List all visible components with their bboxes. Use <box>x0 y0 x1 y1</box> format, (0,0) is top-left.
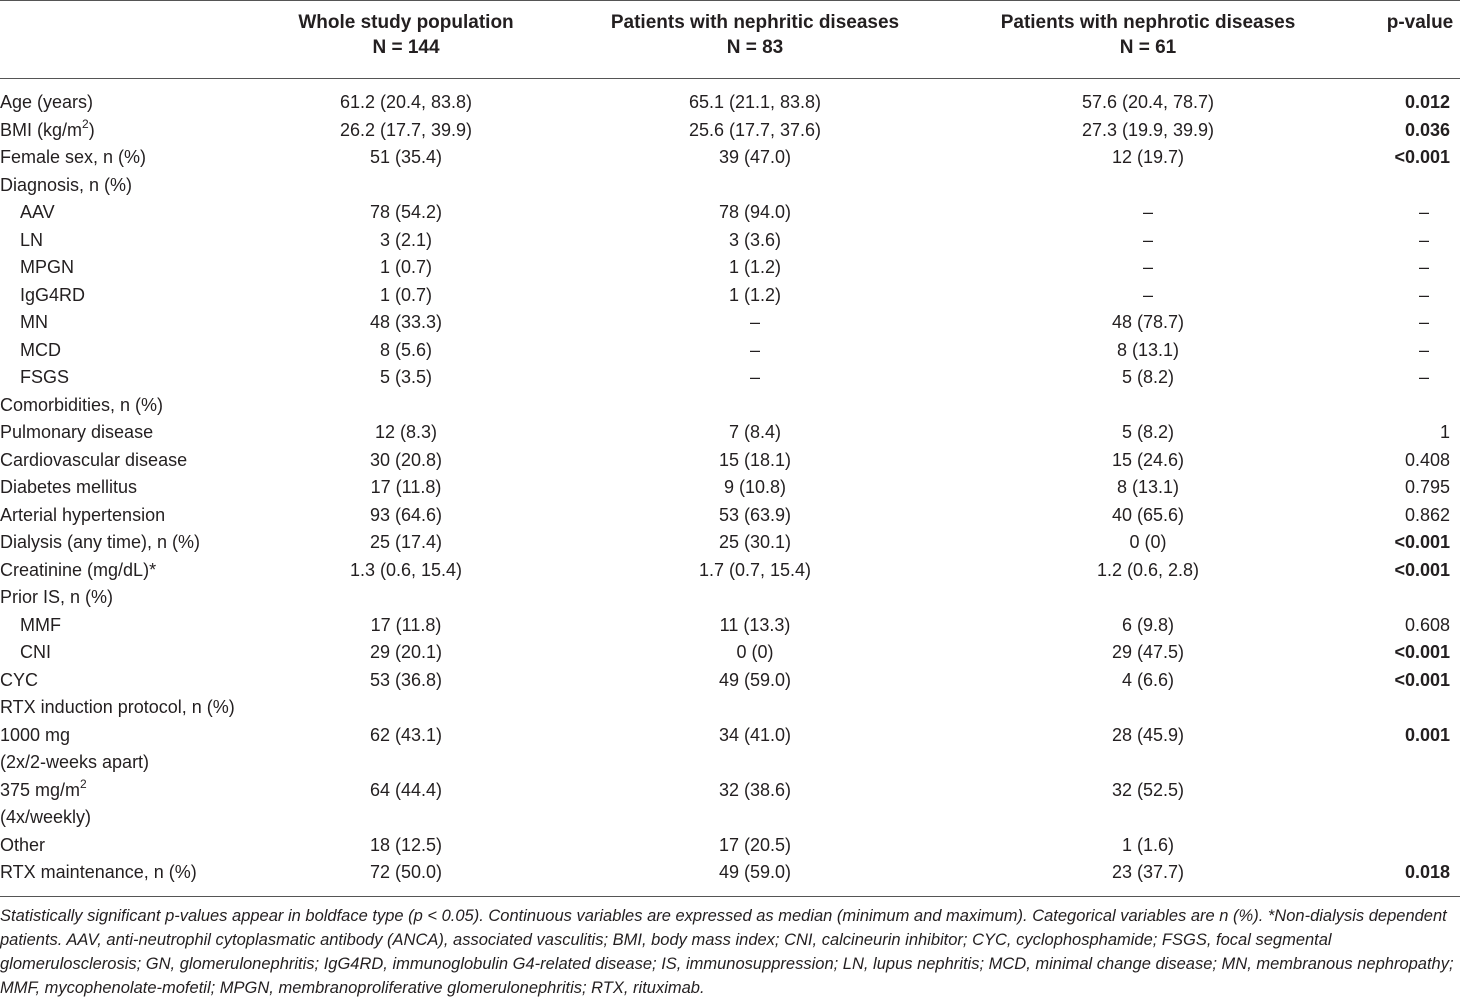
table-row <box>0 227 1460 255</box>
table-row <box>0 777 1460 805</box>
row-label <box>0 667 38 695</box>
value-nephritic: 34 (41.0) <box>718 724 792 745</box>
value-nephritic: 9 (10.8) <box>723 477 787 497</box>
value-p: – <box>1418 312 1429 332</box>
table-row <box>0 89 1460 117</box>
table-row <box>0 447 1460 475</box>
row-label-text: BMI (kg/m <box>0 119 83 140</box>
value-whole-population: 48 (33.3) <box>369 312 443 332</box>
value-nephritic: 0 (0) <box>736 642 774 662</box>
value-whole-population: 78 (54.2) <box>369 202 443 222</box>
table-row <box>0 639 1460 667</box>
value-nephritic: 39 (47.0) <box>718 147 792 167</box>
table-row <box>0 859 1460 887</box>
row-label-text: FSGS <box>20 367 70 387</box>
header-nephritic-n: N = 83 <box>726 37 784 58</box>
row-label-text: Creatinine (mg/dL)* <box>0 559 157 580</box>
value-nephrotic: 48 (78.7) <box>1111 312 1185 332</box>
row-label <box>0 557 156 585</box>
value-whole-population: 17 (11.8) <box>370 477 442 497</box>
value-whole-population: 62 (43.1) <box>369 724 443 745</box>
row-label-text: RTX induction protocol, n (%) <box>0 697 235 717</box>
table-row <box>0 557 1460 585</box>
row-label-text: MCD <box>20 339 61 360</box>
row-label <box>20 639 51 667</box>
table-row <box>0 584 1460 612</box>
row-label <box>0 447 187 475</box>
value-whole-population: 30 (20.8) <box>369 449 443 470</box>
row-label <box>0 419 153 447</box>
row-label <box>0 749 149 777</box>
row-label-text: (4x/weekly) <box>0 807 92 827</box>
value-nephrotic: 40 (65.6) <box>1111 504 1185 525</box>
value-nephrotic: 23 (37.7) <box>1111 862 1185 882</box>
row-label <box>0 804 91 832</box>
value-nephrotic: – <box>1142 284 1153 305</box>
value-nephrotic: 1 (1.6) <box>1121 834 1175 855</box>
row-label-text: LN <box>20 229 44 250</box>
value-nephrotic: 8 (13.1) <box>1116 339 1180 360</box>
table-row <box>0 419 1460 447</box>
value-nephritic: 25 (30.1) <box>718 532 792 552</box>
value-nephritic: 25.6 (17.7, 37.6) <box>688 119 822 140</box>
row-label <box>0 502 165 530</box>
row-label-text: Other <box>0 834 46 855</box>
row-label-text: CYC <box>0 669 39 690</box>
row-label-text: AAV <box>20 202 55 222</box>
table-row <box>0 502 1460 530</box>
value-whole-population: 26.2 (17.7, 39.9) <box>339 119 473 140</box>
table-row <box>0 364 1460 392</box>
table-header <box>0 10 1460 72</box>
row-label-text: Cardiovascular disease <box>0 449 188 470</box>
value-nephrotic: 5 (8.2) <box>1121 422 1175 442</box>
value-nephritic: – <box>749 367 760 387</box>
row-label-text: Comorbidities, n (%) <box>0 394 164 415</box>
value-nephritic: – <box>749 339 760 360</box>
row-label-text: Diagnosis, n (%) <box>0 174 133 195</box>
header-nephritic <box>555 10 955 60</box>
value-nephritic: 3 (3.6) <box>728 229 782 250</box>
row-label-text: Age (years) <box>0 92 94 112</box>
table-top-rule <box>0 0 1460 1</box>
row-label <box>20 309 48 337</box>
value-p: <0.001 <box>1394 669 1450 690</box>
row-label <box>0 584 113 612</box>
table-row <box>0 612 1460 640</box>
value-whole-population: 29 (20.1) <box>369 642 443 662</box>
value-whole-population: 25 (17.4) <box>369 532 443 552</box>
row-label <box>0 832 45 860</box>
row-label-superscript: 2 <box>82 116 89 131</box>
table-body <box>0 89 1460 887</box>
value-nephrotic: 1.2 (0.6, 2.8) <box>1096 559 1200 580</box>
value-p: 0.408 <box>1404 449 1450 470</box>
row-label <box>0 144 146 172</box>
value-p: – <box>1418 202 1429 222</box>
header-whole-population <box>206 10 606 60</box>
row-label-text: Arterial hypertension <box>0 504 166 525</box>
table-row <box>0 694 1460 722</box>
value-p: <0.001 <box>1394 559 1450 580</box>
row-label <box>0 474 137 502</box>
value-nephrotic: 4 (6.6) <box>1121 669 1175 690</box>
value-p: – <box>1418 229 1429 250</box>
header-whole-population-n: N = 144 <box>372 37 440 58</box>
value-whole-population: 3 (2.1) <box>379 229 433 250</box>
value-whole-population: 5 (3.5) <box>379 367 433 387</box>
table-row <box>0 199 1460 227</box>
value-p: 0.018 <box>1404 862 1450 882</box>
row-label <box>0 777 87 805</box>
row-label-suffix: ) <box>88 119 95 140</box>
table-row <box>0 749 1460 777</box>
value-nephrotic: 28 (45.9) <box>1111 724 1185 745</box>
row-label <box>0 859 197 887</box>
table-header-rule <box>0 78 1460 79</box>
header-p-value-title: p-value <box>1386 12 1454 33</box>
value-nephritic: 11 (13.3) <box>719 614 791 635</box>
row-label-text: 375 mg/m <box>0 779 81 800</box>
value-nephrotic: 0 (0) <box>1129 532 1167 552</box>
row-label-text: CNI <box>20 642 51 662</box>
row-label <box>0 392 163 420</box>
row-label <box>20 199 55 227</box>
row-label-text: MN <box>20 312 48 332</box>
row-label <box>20 364 69 392</box>
header-nephrotic-n: N = 61 <box>1119 37 1177 58</box>
value-nephritic: 53 (63.9) <box>718 504 792 525</box>
row-label-superscript: 2 <box>80 776 87 791</box>
value-p: 0.036 <box>1404 119 1450 140</box>
row-label-text: (2x/2-weeks apart) <box>0 752 150 772</box>
row-label <box>0 722 70 750</box>
table-row <box>0 529 1460 557</box>
value-p: <0.001 <box>1394 147 1450 167</box>
value-whole-population: 72 (50.0) <box>369 862 443 882</box>
value-whole-population: 8 (5.6) <box>379 339 433 360</box>
table-row <box>0 254 1460 282</box>
row-label-text: Pulmonary disease <box>0 422 154 442</box>
value-nephritic: 15 (18.1) <box>718 449 792 470</box>
value-p: 0.795 <box>1404 477 1450 497</box>
value-nephrotic: 57.6 (20.4, 78.7) <box>1081 92 1215 112</box>
row-label <box>0 117 95 145</box>
row-label-text: IgG4RD <box>20 284 86 305</box>
row-label <box>0 694 235 722</box>
value-p: <0.001 <box>1394 532 1450 552</box>
header-whole-population-title: Whole study population <box>298 12 514 33</box>
header-nephritic-title: Patients with nephritic diseases <box>610 12 900 33</box>
table-footnote: Statistically significant p-values appear in boldface type (p < 0.05). Continuous variables are expressed as median (minimum and maximum). Categorical variables are n (%). *Non-dialysis dependent patients. AAV, anti-neutrophil cytoplasmatic antibody (ANCA), associated vasculitis; BMI, body mass index; CNI, calcineurin inhibitor; CYC, cyclophosphamide; FSGS, focal segmental glomerulosclerosis; GN, glomerulonephritis; IgG4RD, immunoglobulin G4-related disease; IS, immunosuppression; LN, lupus nephritis; MCD, minimal change disease; MN, membranous nephropathy; MMF, mycophenolate-mofetil; MPGN, membranoproliferative glomerulonephritis; RTX, rituximab. <box>0 907 1454 997</box>
table-row <box>0 392 1460 420</box>
value-nephrotic: 6 (9.8) <box>1121 614 1175 635</box>
value-whole-population: 51 (35.4) <box>369 147 443 167</box>
value-nephritic: 17 (20.5) <box>718 834 792 855</box>
value-nephritic: 7 (8.4) <box>728 422 782 442</box>
row-label-text: Female sex, n (%) <box>0 147 147 167</box>
value-whole-population: 93 (64.6) <box>369 504 443 525</box>
value-whole-population: 1 (0.7) <box>379 284 433 305</box>
row-label-text: Dialysis (any time), n (%) <box>0 532 201 552</box>
table-row <box>0 832 1460 860</box>
table-bottom-rule <box>0 896 1460 897</box>
value-nephrotic: 12 (19.7) <box>1111 147 1185 167</box>
value-nephrotic: 5 (8.2) <box>1121 367 1175 387</box>
row-label-text: RTX maintenance, n (%) <box>0 862 197 882</box>
value-p: 0.862 <box>1404 504 1450 525</box>
row-label <box>20 337 61 365</box>
value-nephritic: 1 (1.2) <box>728 284 782 305</box>
table-row <box>0 172 1460 200</box>
row-label <box>0 529 200 557</box>
value-whole-population: 53 (36.8) <box>369 669 443 690</box>
value-whole-population: 17 (11.8) <box>370 614 442 635</box>
table-row <box>0 337 1460 365</box>
value-nephritic: 49 (59.0) <box>718 862 792 882</box>
row-label <box>0 172 132 200</box>
value-p: 0.608 <box>1404 614 1450 635</box>
value-whole-population: 1.3 (0.6, 15.4) <box>349 559 463 580</box>
row-label-text: Prior IS, n (%) <box>0 587 114 607</box>
row-label <box>20 282 85 310</box>
row-label-text: Diabetes mellitus <box>0 477 138 497</box>
value-nephritic: 65.1 (21.1, 83.8) <box>688 92 822 112</box>
header-p-value <box>1340 10 1460 35</box>
value-nephrotic: – <box>1142 202 1153 222</box>
value-whole-population: 61.2 (20.4, 83.8) <box>339 92 473 112</box>
row-label-text: MMF <box>20 614 61 635</box>
value-p: <0.001 <box>1394 642 1450 662</box>
value-p: – <box>1418 284 1429 305</box>
value-whole-population: 64 (44.4) <box>369 779 443 800</box>
value-p: – <box>1418 367 1429 387</box>
value-nephritic: – <box>749 312 760 332</box>
table-row <box>0 144 1460 172</box>
header-nephrotic <box>948 10 1348 60</box>
value-nephrotic: – <box>1142 229 1153 250</box>
row-label <box>20 254 74 282</box>
value-nephrotic: 29 (47.5) <box>1111 642 1185 662</box>
row-label-text: MPGN <box>20 257 74 277</box>
value-p: 0.012 <box>1404 92 1450 112</box>
value-nephritic: 1 (1.2) <box>728 257 782 277</box>
value-p: 0.001 <box>1404 724 1450 745</box>
row-label <box>0 89 93 117</box>
value-nephritic: 32 (38.6) <box>718 779 792 800</box>
table-row <box>0 722 1460 750</box>
table-row <box>0 474 1460 502</box>
row-label-text: 1000 mg <box>0 724 71 745</box>
value-nephritic: 1.7 (0.7, 15.4) <box>698 559 812 580</box>
value-nephrotic: 32 (52.5) <box>1111 779 1185 800</box>
row-label <box>20 612 61 640</box>
value-nephrotic: 8 (13.1) <box>1116 477 1180 497</box>
header-nephrotic-title: Patients with nephrotic diseases <box>1000 12 1296 33</box>
row-label <box>20 227 43 255</box>
value-p: – <box>1418 339 1429 360</box>
value-whole-population: 1 (0.7) <box>379 257 433 277</box>
value-nephritic: 49 (59.0) <box>718 669 792 690</box>
table-row <box>0 117 1460 145</box>
value-nephrotic: 27.3 (19.9, 39.9) <box>1081 119 1215 140</box>
table-row <box>0 309 1460 337</box>
value-whole-population: 12 (8.3) <box>374 422 438 442</box>
value-nephritic: 78 (94.0) <box>718 202 792 222</box>
value-nephrotic: 15 (24.6) <box>1111 449 1185 470</box>
value-nephrotic: – <box>1142 257 1153 277</box>
value-p: 1 <box>1439 422 1450 442</box>
table-row <box>0 804 1460 832</box>
table-row <box>0 282 1460 310</box>
value-whole-population: 18 (12.5) <box>369 834 443 855</box>
value-p: – <box>1418 257 1429 277</box>
table-row <box>0 667 1460 695</box>
